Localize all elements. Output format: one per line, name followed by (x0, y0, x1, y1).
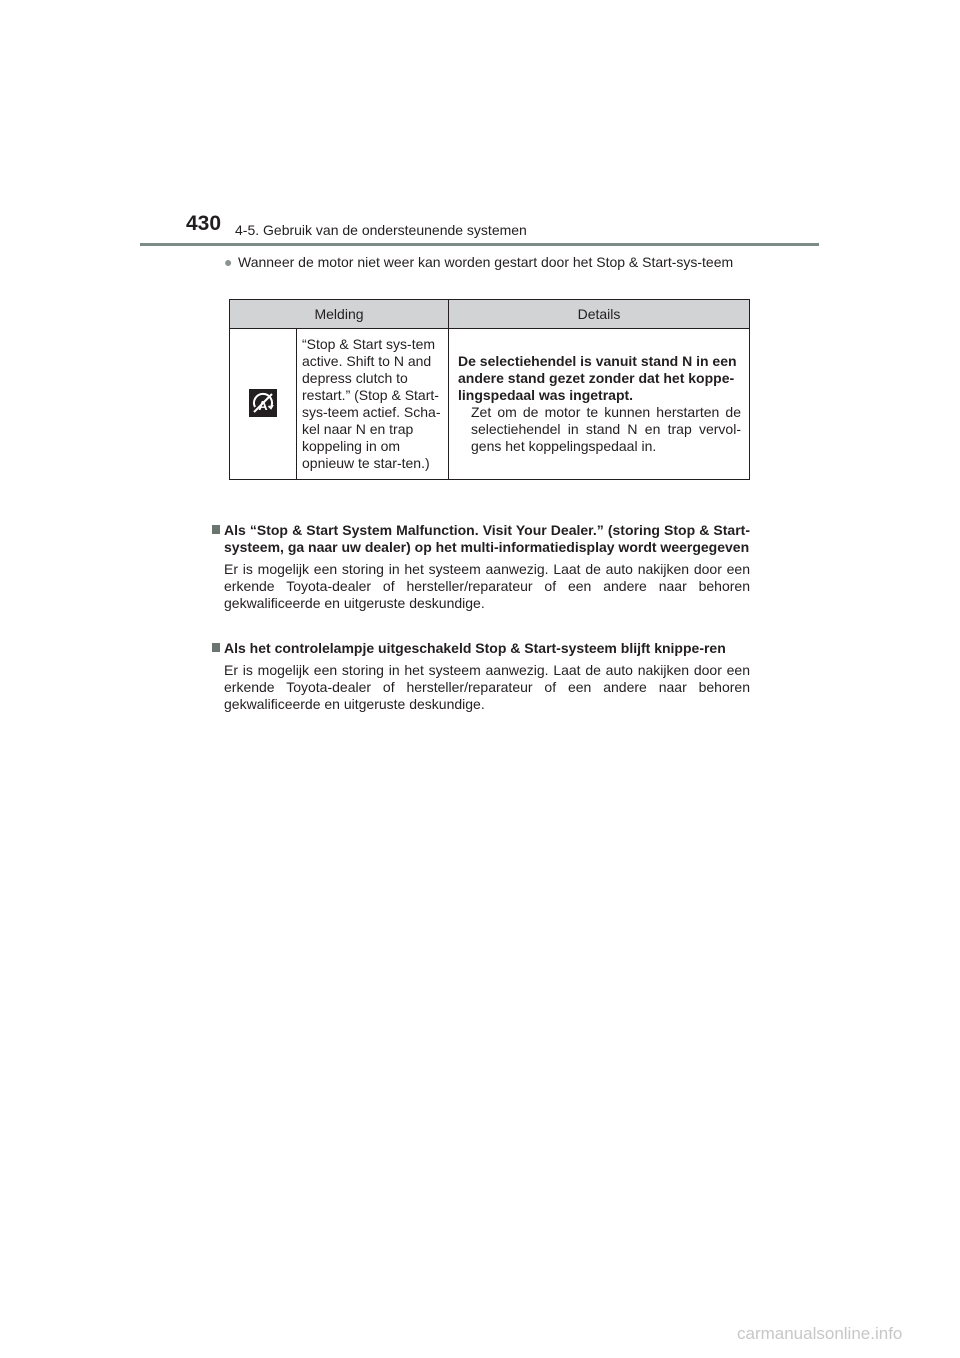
square-bullet-icon (212, 643, 220, 652)
section-body: Er is mogelijk een storing in het systeem aanwezig. Laat de auto nakijken door een erkende Toyota-dealer of hersteller/reparateur of een andere naar behoren gekwalificeerde en uitgeruste deskundige. (224, 662, 750, 712)
section-indicator-blinking (212, 640, 750, 713)
message-text: “Stop & Start sys-tem active. Shift to N and depress clutch to restart.” (Stop & Start-sys-teem actief. Scha-kel naar N en trap koppeling in om opnieuw te star-ten.) (297, 329, 449, 480)
bullet-icon: ● (224, 254, 233, 270)
intro-bullet-item (224, 254, 750, 271)
message-table (229, 299, 750, 480)
details-cell (449, 329, 750, 480)
table-row (230, 329, 750, 480)
page-number: 430 (186, 212, 222, 235)
column-header-details: Details (449, 300, 750, 329)
chapter-title: 4-5. Gebruik van de ondersteunende systemen (235, 222, 527, 238)
details-cause: De selectiehendel is vanuit stand N in een andere stand gezet zonder dat het koppe-lingspedaal was ingetrapt. (458, 353, 737, 403)
section-body: Er is mogelijk een storing in het systeem aanwezig. Laat de auto nakijken door een erkende Toyota-dealer of hersteller/reparateur of een andere naar behoren gekwalificeerde en uitgeruste deskundige. (224, 561, 750, 611)
square-bullet-icon (212, 525, 220, 534)
intro-text: Wanneer de motor niet weer kan worden gestart door het Stop & Start-sys-teem (238, 254, 734, 270)
header-divider (140, 243, 819, 246)
details-action: Zet om de motor te kunnen herstarten de selectiehendel in stand N en trap vervol-gens het koppelingspedaal in. (471, 404, 741, 454)
column-header-melding: Melding (230, 300, 449, 329)
section-title: Als “Stop & Start System Malfunction. Visit Your Dealer.” (storing Stop & Start-systeem, ga naar uw dealer) op het multi-informatiedisplay wordt weergegeven (224, 522, 750, 555)
stop-start-warning-icon (249, 389, 277, 417)
watermark: carmanualsonline.info (737, 1324, 903, 1343)
section-malfunction-message (212, 522, 750, 612)
section-title: Als het controlelampje uitgeschakeld Stop & Start-systeem blijft knippe-ren (224, 640, 726, 656)
svg-text:A: A (258, 397, 268, 413)
table-header-row (230, 300, 750, 329)
icon-cell (230, 329, 297, 480)
